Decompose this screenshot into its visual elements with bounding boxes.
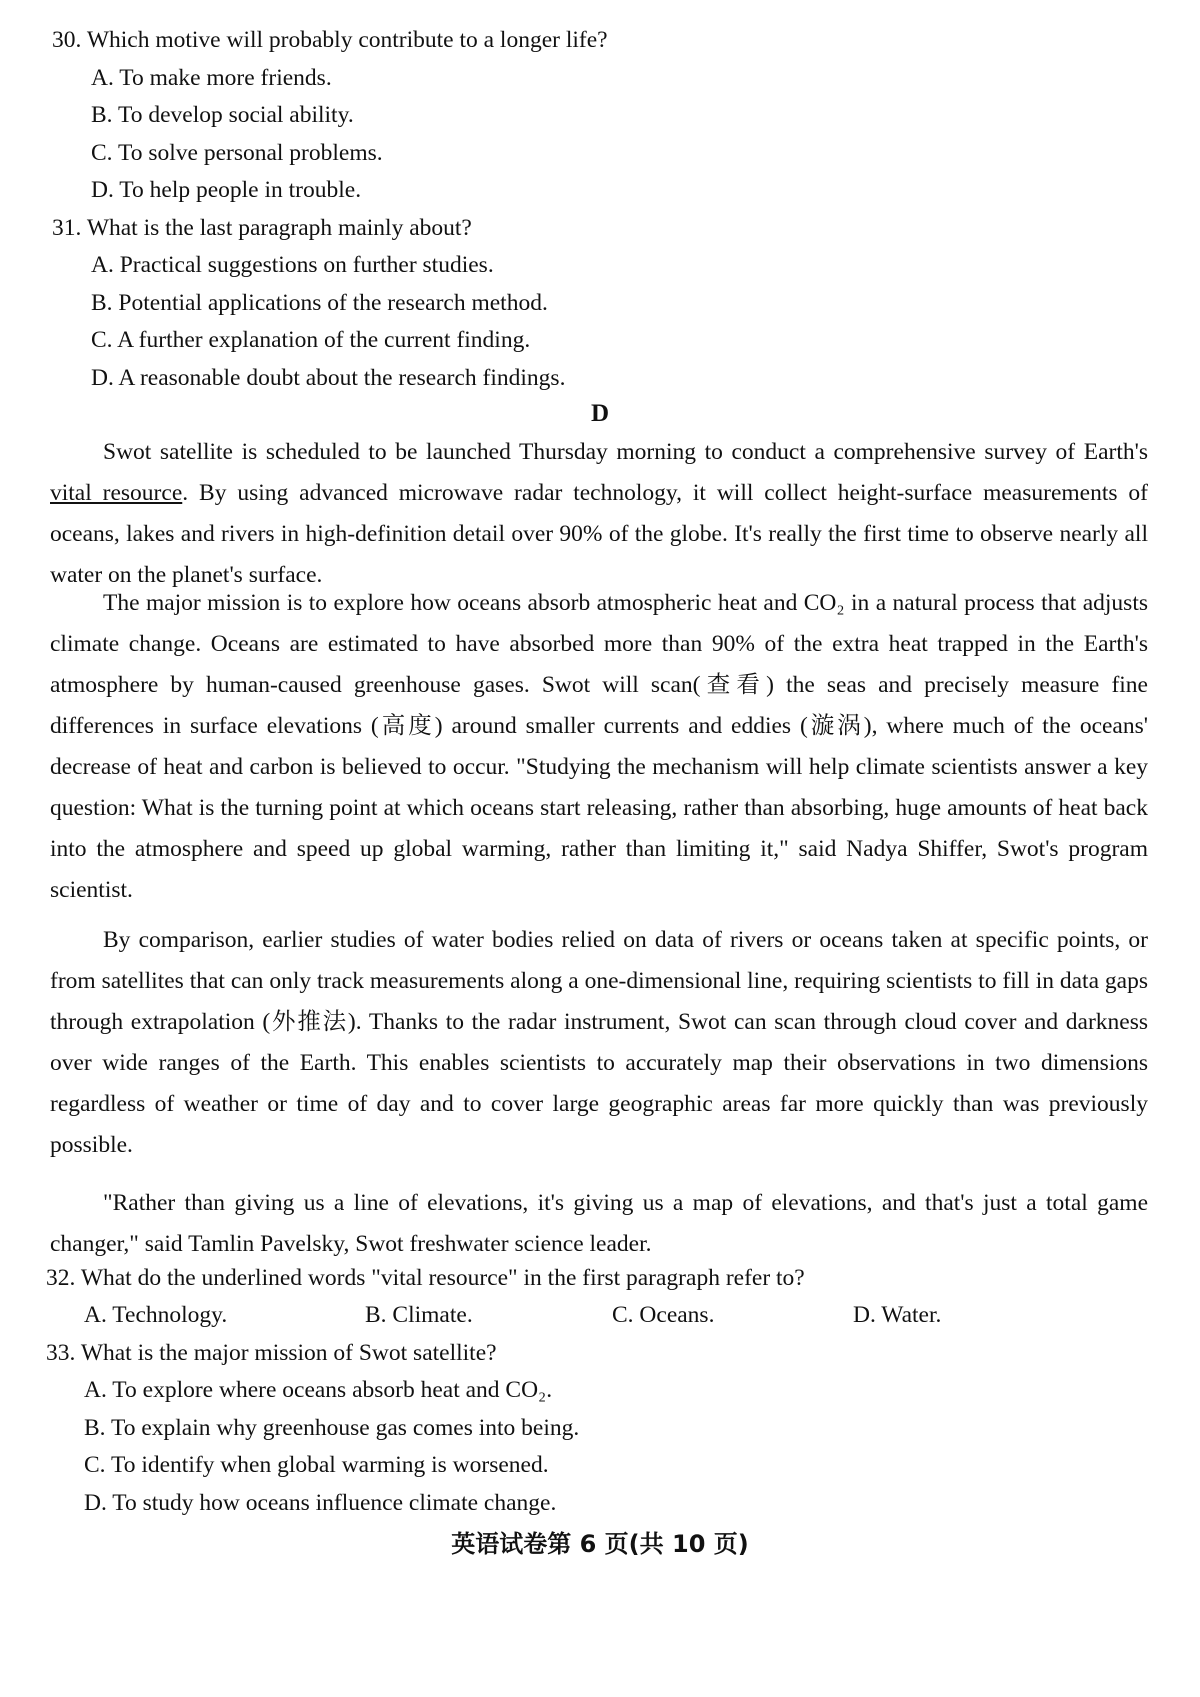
- passage-paragraph-3: By comparison, earlier studies of water bodies relied on data of rivers or oceans taken at specific points, or from satellites that can only track measurements along a one-dimensional line, requiring scientists to fill in data gaps through extrapolation (外推法). Thanks to the radar instrument, Swot can scan through cloud cover and darkness over wide ranges of the Earth. This enables scientists to accurately map their observations in two dimensions regardless of weather or time of day and to cover large geographic areas far more quickly than was previously possible.: [50, 927, 1148, 1158]
- passage-paragraph-4: "Rather than giving us a line of elevations, it's giving us a map of elevations, and that's just a total game changer," said Tamlin Pavelsky, Swot freshwater science leader.: [50, 1190, 1148, 1257]
- q33-stem: 33. What is the major mission of Swot satellite?: [46, 1340, 497, 1366]
- passage-paragraph-1: [50, 432, 1148, 596]
- q33-option-d: D. To study how oceans influence climate change.: [84, 1490, 557, 1516]
- q30-option-b: B. To develop social ability.: [91, 102, 354, 128]
- q30-stem: 30. Which motive will probably contribute to a longer life?: [52, 27, 608, 53]
- q30-option-a: A. To make more friends.: [91, 65, 332, 91]
- q33-option-a: A. To explore where oceans absorb heat and CO₂.: [84, 1377, 553, 1403]
- q31-stem: 31. What is the last paragraph mainly about?: [52, 215, 472, 241]
- q31-option-c: C. A further explanation of the current finding.: [91, 327, 531, 353]
- p1-text-after: . By using advanced microwave radar technology, it will collect height-surface measurements of oceans, lakes and rivers in high-definition detail over 90% of the globe. It's really the first time to observe nearly all water on the planet's surface.: [50, 480, 1148, 588]
- p1-text-before: Swot satellite is scheduled to be launched Thursday morning to conduct a comprehensive survey of Earth's: [103, 439, 1148, 465]
- q32-option-b: B. Climate.: [365, 1302, 473, 1328]
- q31-option-d: D. A reasonable doubt about the research findings.: [91, 365, 566, 391]
- q33-option-b: B. To explain why greenhouse gas comes into being.: [84, 1415, 580, 1441]
- q33-option-c: C. To identify when global warming is worsened.: [84, 1452, 549, 1478]
- q30-option-c: C. To solve personal problems.: [91, 140, 383, 166]
- q32-option-a: A. Technology.: [84, 1302, 228, 1328]
- page-footer: 英语试卷第 6 页(共 10 页): [451, 1530, 749, 1558]
- q30-option-d: D. To help people in trouble.: [91, 177, 362, 203]
- q32-option-d: D. Water.: [853, 1302, 942, 1328]
- q32-option-c: C. Oceans.: [612, 1302, 715, 1328]
- passage-paragraph-2: The major mission is to explore how oceans absorb atmospheric heat and CO₂ in a natural process that adjusts climate change. Oceans are estimated to have absorbed more than 90% of the extra heat trapped in the Earth's atmosphere by human-caused greenhouse gases. Swot will scan(查看) the seas and precisely measure fine differences in surface elevations (高度) around smaller currents and eddies (漩涡), where much of the oceans' decrease of heat and carbon is believed to occur. "Studying the mechanism will help climate scientists answer a key question: What is the turning point at which oceans start releasing, rather than absorbing, huge amounts of heat back into the atmosphere and speed up global warming, rather than limiting it," said Nadya Shiffer, Swot's program scientist.: [50, 590, 1148, 903]
- q31-option-a: A. Practical suggestions on further studies.: [91, 252, 494, 278]
- q32-stem: 32. What do the underlined words "vital resource" in the first paragraph refer to?: [46, 1265, 805, 1291]
- underlined-vital-resource: vital resource: [50, 480, 183, 506]
- section-heading: D: [590, 400, 610, 427]
- q31-option-b: B. Potential applications of the research method.: [91, 290, 548, 316]
